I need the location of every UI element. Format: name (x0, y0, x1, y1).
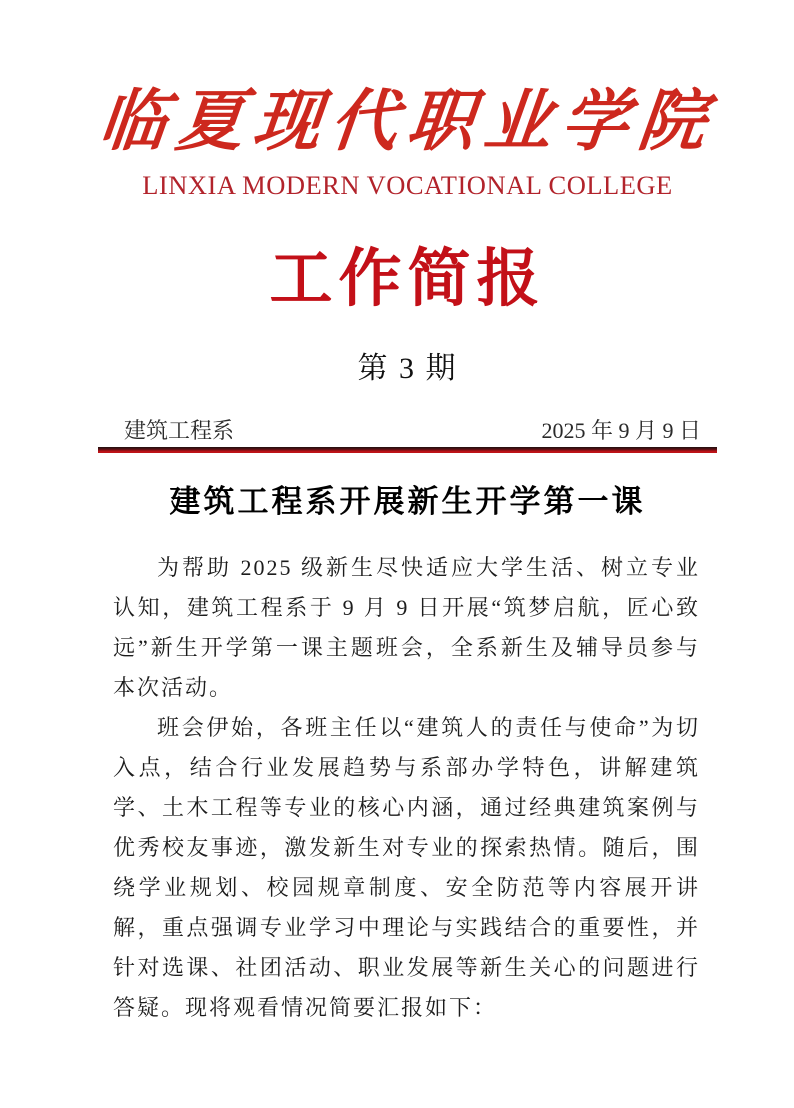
header-rule (98, 447, 717, 453)
college-logo-calligraphy: 临夏现代职业学院 (95, 85, 720, 159)
article-title: 建筑工程系开展新生开学第一课 (169, 484, 646, 519)
bulletin-title: 工作简报 (269, 244, 546, 314)
article-body (113, 548, 700, 1028)
college-name-english: LINXIA MODERN VOCATIONAL COLLEGE (142, 170, 673, 200)
college-masthead (95, 0, 720, 200)
date-label: 2025 年 9 月 9 日 (541, 418, 701, 443)
department-label: 建筑工程系 (124, 418, 235, 443)
issue-number: 第 3 期 (357, 352, 458, 385)
meta-row (98, 418, 717, 444)
article-paragraph: 为帮助 2025 级新生尽快适应大学生活、树立专业认知，建筑工程系于 9 月 9 日开展“筑梦启航，匠心致远”新生开学第一课主题班会，全系新生及辅导员参与本次活动。 (113, 555, 700, 700)
article-paragraph: 班会伊始，各班主任以“建筑人的责任与使命”为切入点，结合行业发展趋势与系部办学特色，讲解建筑学、土木工程等专业的核心内涵，通过经典建筑案例与优秀校友事迹，激发新生对专业的探索热情。随后，围绕学业规划、校园规章制度、安全防范等内容展开讲解，重点强调专业学习中理论与实践结合的重要性，并针对选课、社团活动、职业发展等新生关心的问题进行答疑。现将观看情况简要汇报如下： (113, 715, 700, 1020)
